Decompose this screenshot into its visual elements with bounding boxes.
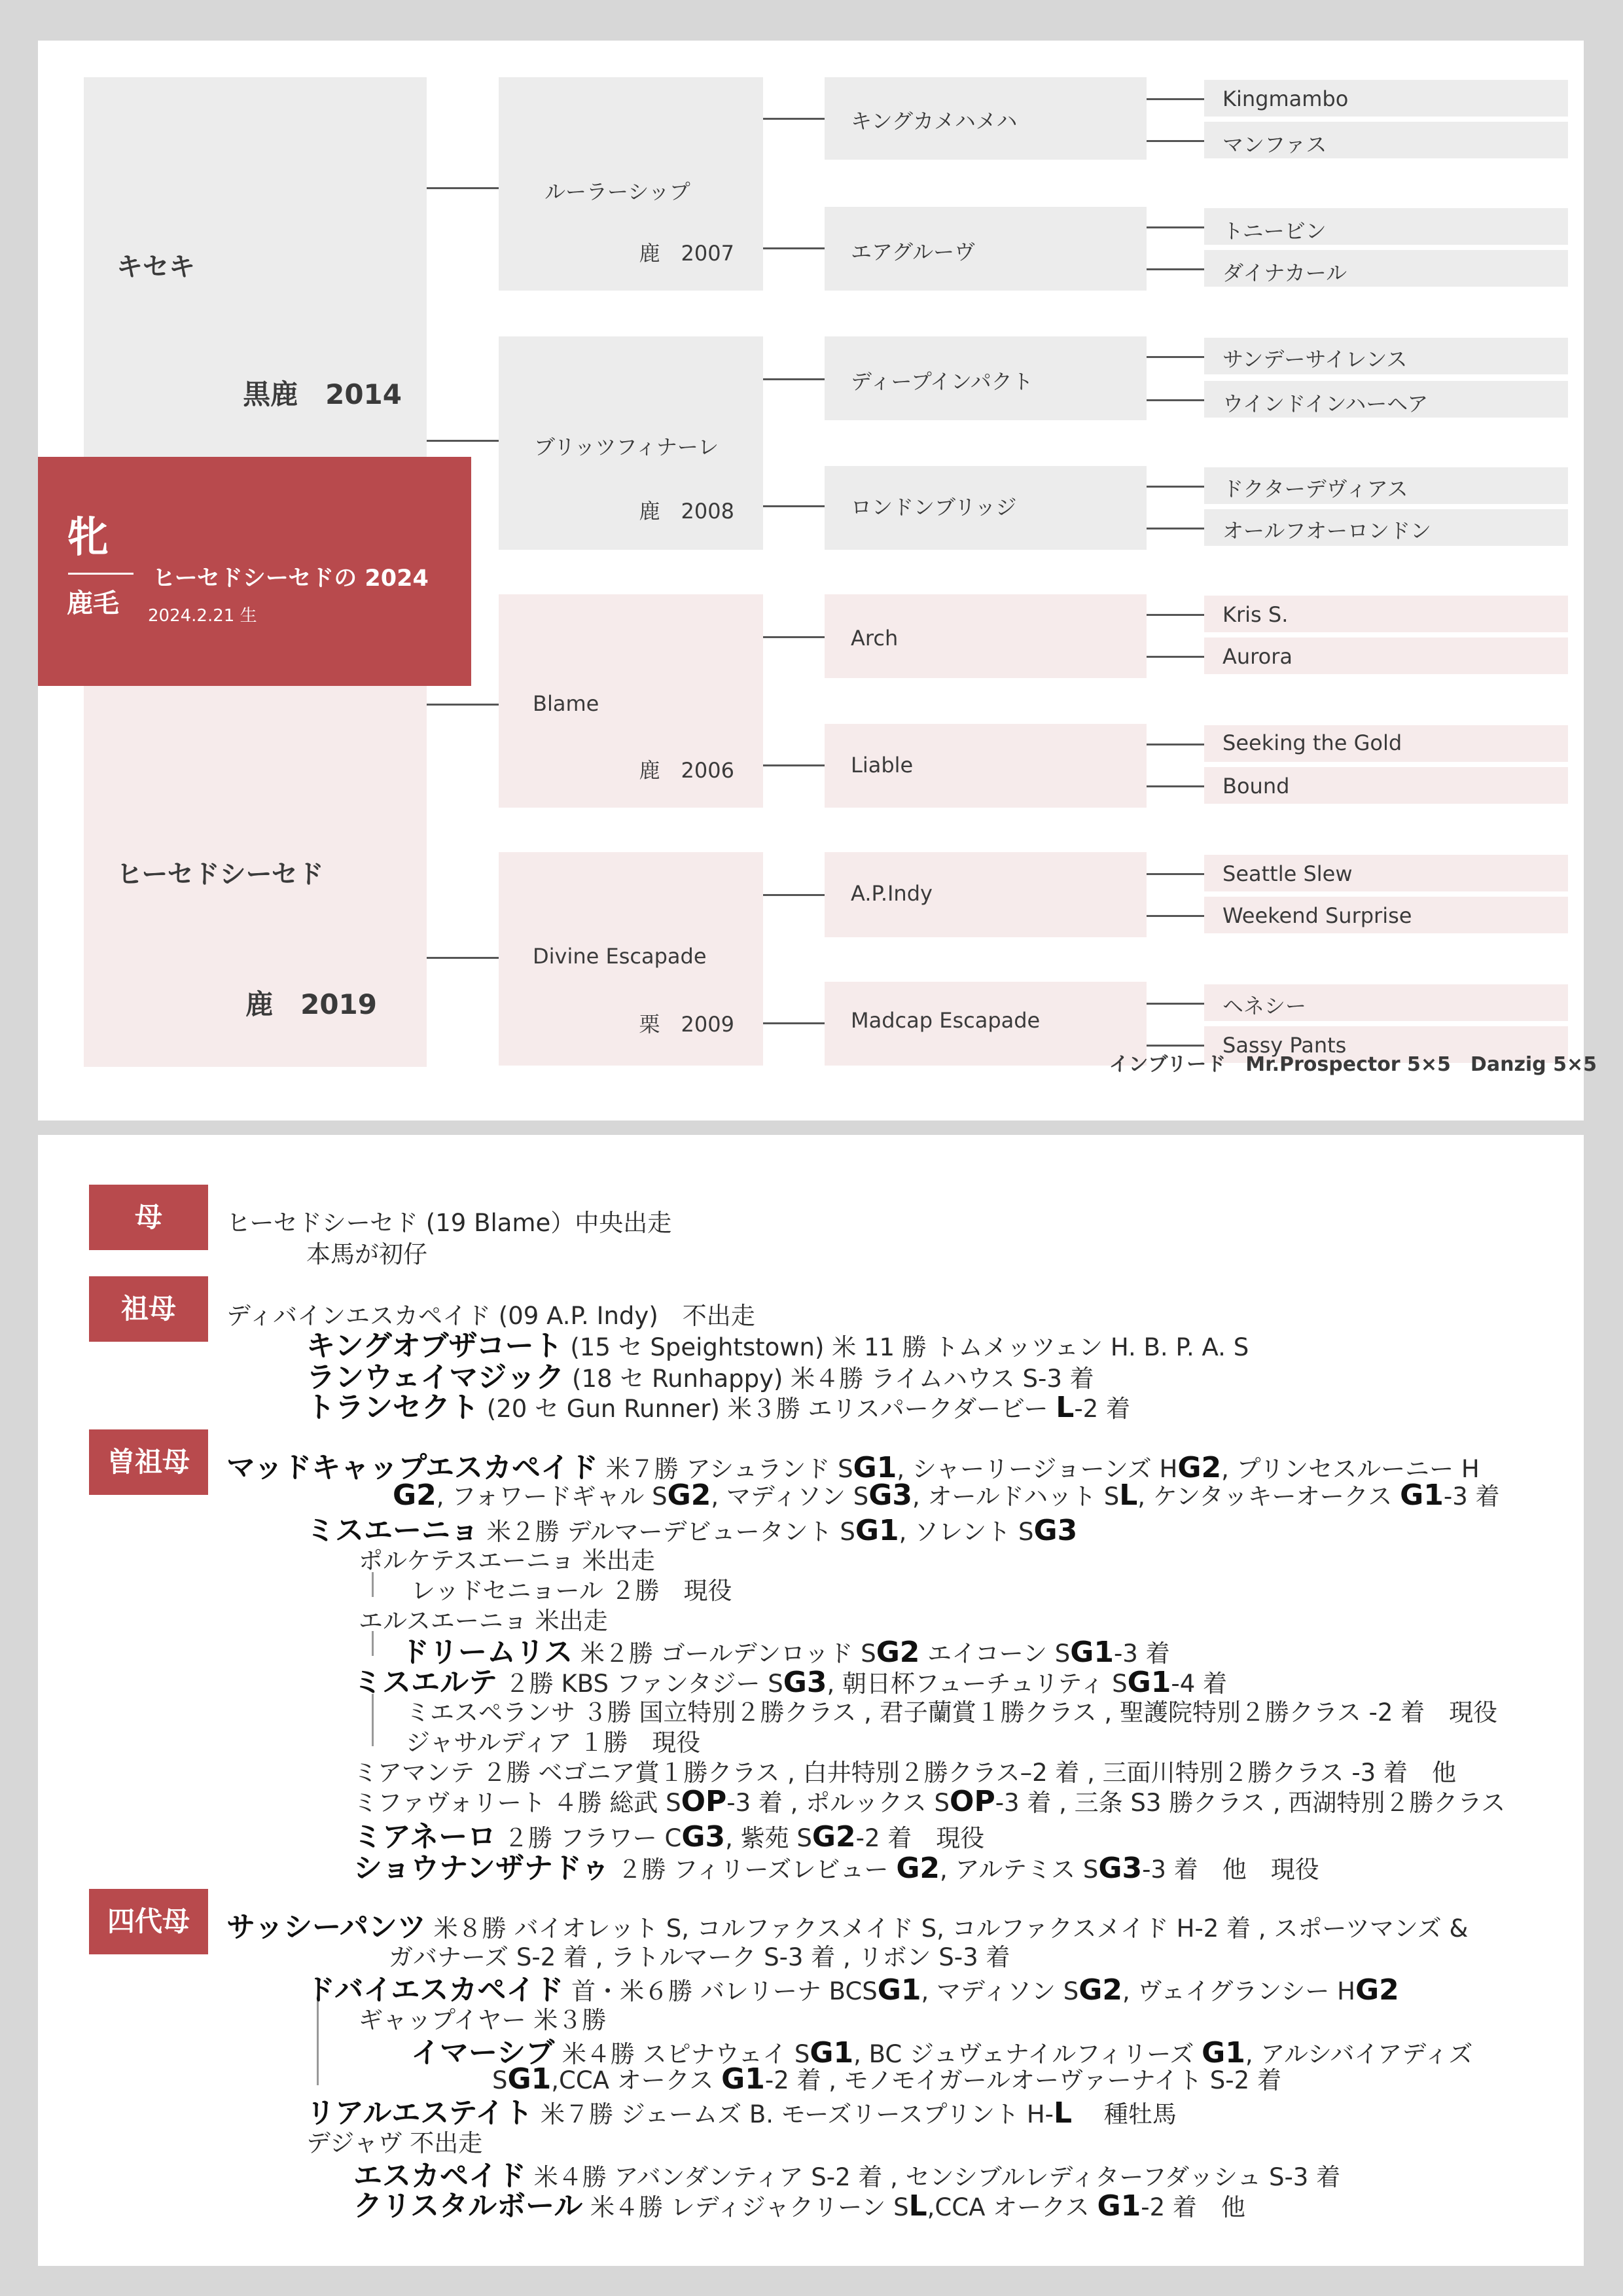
- connector: [763, 505, 825, 507]
- lineage-bar: [372, 1694, 374, 1746]
- connector: [763, 247, 825, 249]
- family-line: ヒーセドシーセド (19 Blame）中央出走: [226, 1209, 672, 1237]
- connector: [1147, 656, 1204, 658]
- sire-box: [84, 77, 427, 457]
- g2-box-2: [499, 336, 763, 550]
- g3-box-8: [825, 982, 1147, 1066]
- family-line: イマーシブ 米４勝 スピナウェイ SG1, BC ジュヴェナイルフィリーズ G1, アルシバイアディズ: [411, 2036, 1473, 2070]
- subject-birthdate: 2024.2.21 生: [148, 606, 257, 626]
- subject-sex: 牝: [67, 514, 109, 562]
- g2-name: ルーラーシップ: [544, 179, 690, 204]
- connector: [763, 636, 825, 638]
- dam-name: ヒーセドシーセド: [116, 859, 324, 889]
- g4-box: [1204, 338, 1568, 374]
- g4-name: Weekend Surprise: [1222, 903, 1412, 928]
- connector: [1147, 744, 1204, 745]
- g3-name: エアグルーヴ: [851, 240, 976, 264]
- family-line: ミアネーロ ２勝 フラワー CG3, 紫苑 SG2-2 着 現役: [353, 1820, 985, 1854]
- g4-box: [1204, 381, 1568, 418]
- g4-name: Kingmambo: [1222, 86, 1349, 111]
- family-line: ドリームリス 米２勝 ゴールデンロッド SG2 エイコーン SG1-3 着: [401, 1636, 1170, 1669]
- g3-box-2: [825, 207, 1147, 291]
- family-line: ギャップイヤー 米３勝: [359, 2006, 607, 2034]
- g3-box-5: [825, 594, 1147, 678]
- family-line: ドバイエスカペイド 首・米６勝 バレリーナ BCSG1, マディソン SG2, ヴェイグランシー HG2: [306, 1973, 1399, 2007]
- family-line: キングオブザコート (15 セ Speightstown) 米 11 勝 トムメッツェン H. B. P. A. S: [306, 1329, 1249, 1363]
- subject-divider: [68, 573, 134, 575]
- connector: [1147, 268, 1204, 270]
- connector: [1147, 873, 1204, 875]
- family-line: デジャヴ 不出走: [306, 2129, 483, 2157]
- g4-box: [1204, 725, 1568, 762]
- connector: [1147, 1003, 1204, 1005]
- family-line: ランウェイマジック (18 セ Runhappy) 米４勝 ライムハウス S-3 着: [306, 1361, 1094, 1394]
- g3-name: Arch: [851, 626, 899, 651]
- family-line: G2, フォワードギャル SG2, マディソン SG3, オールドハット SL, ケンタッキーオークス G1-3 着: [393, 1479, 1500, 1512]
- sire-meta: 黒鹿 2014: [243, 378, 402, 410]
- family-line: レッドセニョール ２勝 現役: [411, 1577, 732, 1605]
- family-line: ポルケテスエーニョ 米出走: [359, 1547, 655, 1575]
- family-line: サッシーパンツ 米８勝 バイオレット S, コルファクスメイド S, コルファクスメイド H-2 着 , スポーツマンズ &: [226, 1910, 1469, 1944]
- label-grandmother: 祖母: [89, 1276, 208, 1342]
- g3-box-1: [825, 77, 1147, 160]
- dam-meta: 鹿 2019: [245, 988, 377, 1020]
- g3-name: ディープインパクト: [851, 369, 1033, 394]
- label-mother: 母: [89, 1185, 208, 1250]
- connector: [1147, 785, 1204, 787]
- g3-name: Madcap Escapade: [851, 1008, 1041, 1033]
- family-line: ジャサルディア １勝 現役: [406, 1729, 701, 1757]
- family-line: ミスエーニョ 米２勝 デルマーデビュータント SG1, ソレント SG3: [306, 1514, 1078, 1547]
- connector: [763, 894, 825, 896]
- g4-name: マンファス: [1222, 132, 1327, 157]
- g4-name: Seattle Slew: [1222, 861, 1353, 886]
- g4-name: ウインドインハーヘア: [1222, 391, 1429, 416]
- connector: [427, 704, 499, 706]
- g4-box: [1204, 897, 1568, 933]
- family-line: ミスエルテ ２勝 KBS ファンタジー SG3, 朝日杯フューチュリティ SG1-4 着: [353, 1666, 1228, 1699]
- family-line: トランセクト (20 セ Gun Runner) 米３勝 エリスパークダービー L-2 着: [306, 1391, 1130, 1424]
- g2-box-3: [499, 594, 763, 808]
- g4-name: トニービン: [1222, 219, 1327, 243]
- subject-title: ヒーセドシーセドの 2024: [152, 565, 429, 592]
- family-line: ミアマンテ ２勝 ベゴニア賞１勝クラス , 白井特別２勝クラス–2 着 , 三面川特別２勝クラス -3 着 他: [353, 1759, 1456, 1787]
- g4-box: [1204, 596, 1568, 632]
- g4-name: Sassy Pants: [1222, 1033, 1347, 1058]
- family-line: 本馬が初仔: [306, 1240, 427, 1268]
- connector: [763, 118, 825, 120]
- g3-name: Liable: [851, 753, 914, 778]
- connector: [427, 187, 499, 189]
- g2-meta: 鹿 2007: [639, 241, 734, 266]
- sire-name: キセキ: [116, 252, 195, 282]
- g4-name: オールフオーロンドン: [1222, 518, 1432, 543]
- connector: [1147, 528, 1204, 529]
- g3-box-3: [825, 336, 1147, 420]
- lineage-bar: [317, 2000, 319, 2085]
- family-line: リアルエステイト 米７勝 ジェームズ B. モーズリースプリント H-L 種牡馬: [306, 2096, 1177, 2130]
- connector: [1147, 140, 1204, 142]
- g2-box-1: [499, 77, 763, 291]
- g3-name: キングカメハメハ: [851, 109, 1018, 134]
- label-great-grandmother: 曽祖母: [89, 1429, 208, 1495]
- family-line: マッドキャップエスカペイド 米７勝 アシュランド SG1, シャーリージョーンズ HG2, プリンセスルーニー H: [226, 1451, 1480, 1484]
- connector: [1147, 356, 1204, 358]
- subject-coat: 鹿毛: [67, 588, 119, 619]
- connector: [427, 957, 499, 959]
- family-line: ガバナーズ S-2 着 , ラトルマーク S-3 着 , リボン S-3 着: [389, 1943, 1010, 1971]
- family-line: エスカペイド 米４勝 アバンダンティア S-2 着 , センシブルレディターフダッシュ S-3 着: [353, 2159, 1341, 2193]
- g4-box: [1204, 767, 1568, 804]
- family-line: エルスエーニョ 米出走: [359, 1607, 608, 1635]
- g4-name: Seeking the Gold: [1222, 730, 1402, 755]
- g4-box: [1204, 250, 1568, 287]
- dam-box: [84, 686, 427, 1067]
- g3-name: ロンドンブリッジ: [851, 495, 1017, 520]
- connector: [1147, 614, 1204, 616]
- g2-name: Divine Escapade: [533, 944, 707, 969]
- connector: [1147, 1045, 1204, 1047]
- g2-box-4: [499, 852, 763, 1066]
- g2-name: Blame: [533, 691, 599, 716]
- g3-box-7: [825, 852, 1147, 937]
- label-fourth-dam: 四代母: [89, 1889, 208, 1954]
- g4-name: Bound: [1222, 774, 1290, 798]
- family-line: クリスタルボール 米４勝 レディジャクリーン SL,CCA オークス G1-2 着 他: [353, 2189, 1245, 2223]
- connector: [1147, 486, 1204, 488]
- family-line: SG1,CCA オークス G1-2 着 , モノモイガールオーヴァーナイト S-2 着: [492, 2062, 1281, 2096]
- family-line: ミファヴォリート ４勝 総武 SOP-3 着 , ポルックス SOP-3 着 , 三条 S3 勝クラス , 西湖特別２勝クラス: [353, 1785, 1506, 1818]
- g4-box: [1204, 122, 1568, 158]
- connector: [1147, 98, 1204, 100]
- g2-meta: 鹿 2008: [639, 499, 734, 524]
- connector: [763, 1022, 825, 1024]
- g4-box: [1204, 80, 1568, 117]
- g4-box: [1204, 467, 1568, 504]
- connector: [763, 764, 825, 766]
- g3-name: A.P.Indy: [851, 881, 933, 906]
- g2-meta: 栗 2009: [639, 1012, 734, 1037]
- connector: [427, 440, 499, 442]
- g3-box-4: [825, 466, 1147, 550]
- g4-name: ダイナカール: [1222, 260, 1347, 285]
- family-line: ディバインエスカペイド (09 A.P. Indy) 不出走: [226, 1302, 755, 1330]
- g4-name: Kris S.: [1222, 602, 1289, 627]
- g4-box: [1204, 855, 1568, 891]
- g4-name: ドクターデヴィアス: [1222, 476, 1408, 501]
- g4-name: ヘネシー: [1222, 994, 1307, 1018]
- subject-card: [38, 457, 471, 686]
- family-line: ミエスペランサ ３勝 国立特別２勝クラス , 君子蘭賞１勝クラス , 聖護院特別２勝クラス -2 着 現役: [406, 1698, 1498, 1727]
- g2-name: ブリッツフィナーレ: [534, 435, 719, 459]
- g4-box: [1204, 637, 1568, 674]
- g4-box: [1204, 208, 1568, 245]
- g3-box-6: [825, 724, 1147, 808]
- g4-name: Aurora: [1222, 644, 1293, 669]
- connector: [1147, 399, 1204, 401]
- connector: [763, 378, 825, 380]
- inbreeding-note: インブリード Mr.Prospector 5×5 Danzig 5×5: [1109, 1053, 1597, 1076]
- g4-box: [1204, 984, 1568, 1021]
- g2-meta: 鹿 2006: [639, 758, 734, 783]
- g4-box: [1204, 509, 1568, 546]
- family-line: ショウナンザナドゥ ２勝 フィリーズレビュー G2, アルテミス SG3-3 着 他 現役: [353, 1852, 1319, 1885]
- connector: [1147, 915, 1204, 917]
- connector: [1147, 226, 1204, 228]
- g4-name: サンデーサイレンス: [1222, 347, 1408, 372]
